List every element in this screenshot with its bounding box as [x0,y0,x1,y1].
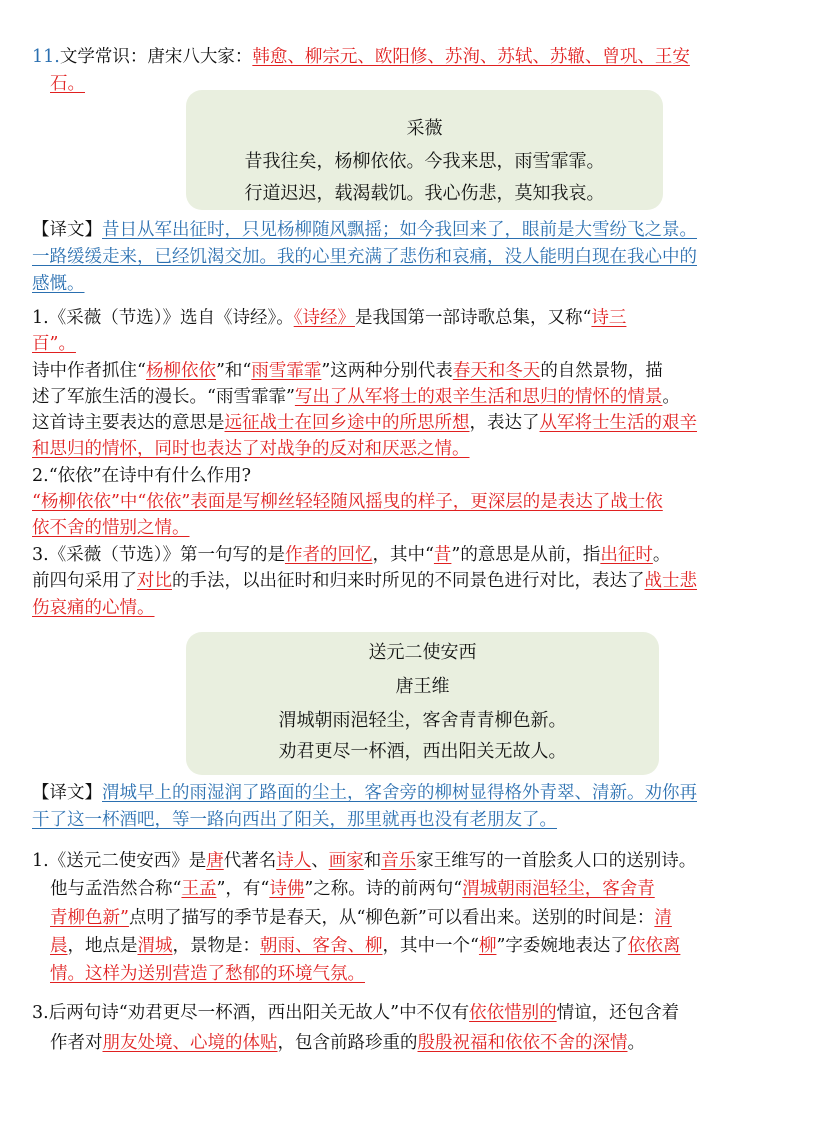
p1-line-4 [50,934,680,958]
text: ”之称。诗的前两句“ [304,879,463,899]
answer-text: 诗人 [276,851,312,871]
q3-line-2 [32,569,697,593]
answer-text: 依依惜别的 [469,1003,557,1023]
answer-text: 对比 [137,571,172,591]
text: 、 [311,851,329,871]
text: 1.《采薇（节选）》选自《诗经》。 [32,308,294,328]
text: 。 [662,387,680,407]
translation-2-line-1 [32,781,697,805]
answer-text: 作者的回忆 [284,545,373,565]
poem-box-caiwei [186,90,663,210]
text: 述了军旅生活的漫长。“雨雪霏霏” [32,387,295,407]
section-11-line-2 [50,72,85,96]
answer-text: 和思归的情怀，同时也表达了对战争的反对和厌恶之情。 [32,439,470,459]
text: 3.后两句诗“劝君更尽一杯酒，西出阳关无故人”中不仅有 [32,1003,470,1023]
answer-text: 出征时 [600,545,653,565]
text: 。 [627,1033,645,1053]
text: ，其中一个“ [382,936,479,956]
answer-text: 渭城 [137,936,173,956]
text: ”这两种分别代表 [321,361,453,381]
text: 的自然景物，描 [540,361,663,381]
section-11-line-1 [32,45,690,69]
text: ”和“ [215,361,252,381]
q1-line-1 [32,306,626,330]
text: ，其中“ [372,545,434,565]
text: ，表达了 [469,413,540,433]
text: 1.《送元二使安西》是 [32,851,207,871]
text: 他与孟浩然合称“ [50,879,182,899]
q2-answer-line-1 [32,490,663,514]
p3-line-1 [32,1001,679,1025]
answer-text: 写出了从军将士的艰辛生活和思归的情怀的情景 [294,387,663,407]
translation-label: 【译文】 [32,220,102,240]
poem-author: 唐王维 [395,676,450,697]
answer-text: 王孟 [181,879,217,899]
translation-1-line-1 [32,218,697,242]
q1-line-5 [32,411,697,435]
text: ，包含前路珍重的 [277,1033,418,1053]
p3-line-2 [50,1031,645,1055]
translation-1-line-2 [32,245,697,269]
answer-text: 殷殷祝福和依依不舍的深情 [417,1033,628,1053]
q3-line-1 [32,543,670,567]
q1-line-2 [32,332,76,356]
q1-line-3 [32,359,663,383]
text: 的手法，以出征时和归来时所见的不同景色进行对比，表达了 [172,571,645,591]
answer-text: 情。这样为送别营造了愁郁的环境气氛。 [50,964,365,984]
answer-text: 远征战士在回乡途中的所思所想 [224,413,470,433]
text: ，地点是 [67,936,138,956]
text: 作者对 [50,1033,103,1053]
translation-text: 昔日从军出征时，只见杨柳随风飘摇；如今我回来了，眼前是大雪纷飞之景。 [102,220,697,240]
translation-1-line-3 [32,272,85,296]
q2-answer-line-2 [32,516,190,540]
q1-line-6 [32,437,470,461]
section-number: 11. [32,47,60,67]
answer-text: 渭城朝雨浥轻尘，客舍青 [462,879,655,899]
answer-text: 春天和冬天 [452,361,541,381]
q3-line-3 [32,596,155,620]
poem-box-songyuaner [186,632,659,775]
poem-line: 行道迟迟，载渴载饥。我心伤悲，莫知我哀。 [244,183,605,204]
answer-text: 朋友处境、心境的体贴 [102,1033,278,1053]
answer-text: 柳 [478,936,497,956]
answer-text: 依不舍的惜别之情。 [32,518,190,538]
translation-label: 【译文】 [32,783,102,803]
answer-text: 杨柳依依 [145,361,216,381]
section-lead: 文学常识：唐宋八大家： [59,47,253,67]
translation-text: 感慨。 [32,274,85,294]
q2-question: 2.“依依”在诗中有什么作用? [32,466,251,486]
text: 3.《采薇（节选）》第一句写的是 [32,545,285,565]
p1-line-3 [50,906,672,930]
answer-text: 依依离 [627,936,681,956]
text: 和 [363,851,382,871]
answer-text: 伤哀痛的心情。 [32,598,155,618]
answer-text: 《诗经》 [293,308,355,328]
poem-title: 采薇 [406,118,443,139]
answer-text: 清 [654,908,672,928]
translation-text: 一路缓缓走来，已经饥渴交加。我的心里充满了悲伤和哀痛，没人能明白现在我心中的 [32,247,697,267]
answer-text: 雨雪霏霏 [251,361,322,381]
text: 点明了描写的季节是春天，从“柳色新”可以看出来。送别的时间是： [128,908,655,928]
answer-text: 诗佛 [269,879,305,899]
poem-line: 劝君更尽一杯酒，西出阳关无故人。 [278,741,567,762]
answer-text: 画家 [328,851,364,871]
answer-text: 石。 [50,74,85,94]
answer-text: 音乐 [381,851,417,871]
p1-line-1 [32,849,696,873]
answer-text: 战士悲 [644,571,697,591]
poem-title: 送元二使安西 [368,642,477,663]
answer-text: “杨柳依依”中“依依”表面是写柳丝轻轻随风摇曳的样子，更深层的是表达了战士依 [32,492,663,512]
translation-2-line-2 [32,808,557,832]
q1-line-4 [32,385,680,409]
text: ”字委婉地表达了 [496,936,628,956]
text: 是我国第一部诗歌总集，又称“ [354,308,592,328]
p1-line-5 [50,962,365,986]
answer-text: 昔 [433,545,452,565]
text: 家王维写的一首脍炙人口的送别诗。 [416,851,697,871]
answer-text: 韩愈、柳宗元、欧阳修、苏洵、苏轼、苏辙、曾巩、王安 [252,47,690,67]
answer-text: 青柳色新” [50,908,129,928]
answer-text: 诗三 [591,308,627,328]
text: ”，有“ [216,879,270,899]
answer-text: 唐 [206,851,224,871]
text: ，景物是： [172,936,260,956]
answer-text: 百”。 [32,334,76,354]
text: 这首诗主要表达的意思是 [32,413,225,433]
answer-text: 从军将士生活的艰辛 [539,413,697,433]
p1-line-2 [50,877,655,901]
text: 诗中作者抓住“ [32,361,146,381]
translation-text: 干了这一杯酒吧，等一路向西出了阳关，那里就再也没有老朋友了。 [32,810,557,830]
text: ”的意思是从前，指 [451,545,601,565]
text: 。 [652,545,671,565]
answer-text: 晨 [50,936,68,956]
poem-line: 昔我往矣，杨柳依依。今我来思，雨雪霏霏。 [244,151,605,172]
text: 前四句采用了 [32,571,137,591]
answer-text: 朝雨、客舍、柳 [260,936,383,956]
text: 情谊，还包含着 [556,1003,680,1023]
translation-text: 渭城早上的雨湿润了路面的尘土，客舍旁的柳树显得格外青翠、清新。劝你再 [102,783,697,803]
text: 代著名 [223,851,277,871]
poem-line: 渭城朝雨浥轻尘，客舍青青柳色新。 [278,710,567,731]
